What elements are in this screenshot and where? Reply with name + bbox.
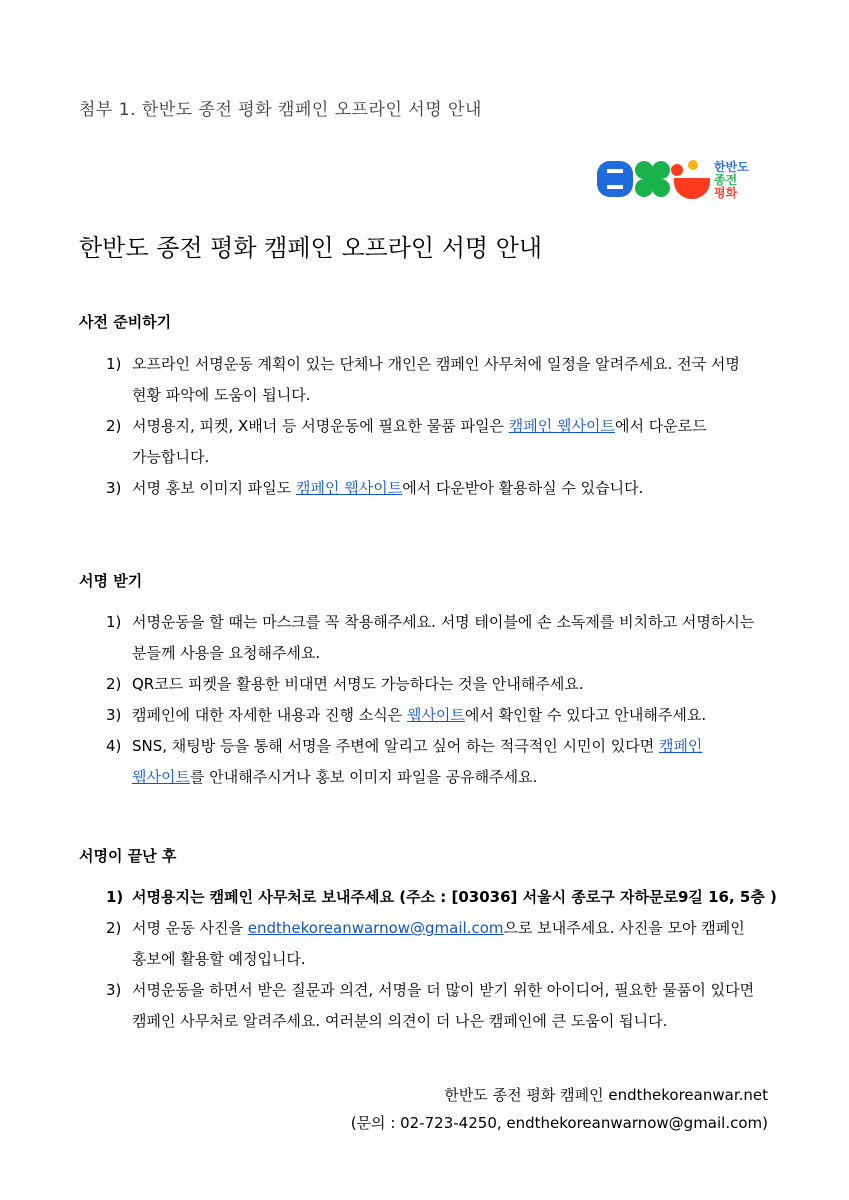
list-item-text: SNS, 채팅방 등을 통해 서명을 주변에 알리고 싶어 하는 적극적인 시민이 있다면 (132, 737, 659, 755)
after-list (79, 882, 779, 1037)
list-item-number: 3) (106, 981, 122, 999)
logo-blue-block (597, 161, 633, 197)
section-heading-after: 서명이 끝난 후 (79, 847, 177, 865)
list-item-number: 4) (106, 737, 122, 755)
list-item (79, 882, 779, 913)
list-item-text: 으로 보내주세요. 사진을 모아 캠페인 (503, 919, 745, 937)
website-link[interactable]: 캠페인 (658, 737, 703, 755)
logo-orange-dot (688, 160, 698, 170)
attachment-note: 첨부 1. 한반도 종전 평화 캠페인 오프라인 서명 안내 (79, 100, 482, 120)
footer-contact-line: (문의 : 02-723-4250, endthekoreanwarnow@gmail.com) (350, 1114, 768, 1132)
list-item-text: 홍보에 활용할 예정입니다. (132, 950, 306, 968)
logo-wordmark (714, 161, 754, 200)
list-item-number: 3) (106, 479, 122, 497)
list-item (79, 975, 779, 1037)
list-item-text: 에서 다운로드 (614, 417, 707, 435)
footer-campaign-line: 한반도 종전 평화 캠페인 endthekoreanwar.net (444, 1086, 768, 1104)
logo-red-dot (671, 164, 683, 176)
website-link[interactable]: 캠페인 웹사이트 (295, 479, 403, 497)
preparation-list (79, 349, 779, 504)
list-item-text: 서명 운동 사진을 (132, 919, 248, 937)
list-item-number: 2) (106, 675, 122, 693)
list-item-number: 1) (106, 613, 122, 631)
list-item-text: 캠페인 사무처로 알려주세요. 여러분의 의견이 더 나은 캠페인에 큰 도움이 됩니다. (132, 1012, 668, 1030)
list-item-text: 분들께 사용을 요청해주세요. (132, 644, 321, 662)
list-item (79, 913, 779, 975)
list-item (79, 473, 779, 504)
list-item-text: 서명용지, 피켓, X배너 등 서명운동에 필요한 물품 파일은 (132, 417, 509, 435)
list-item-text: 에서 다운받아 활용하실 수 있습니다. (402, 479, 644, 497)
logo-line-3: 평화 (714, 186, 738, 200)
list-item (79, 607, 779, 669)
list-item (79, 411, 779, 473)
list-item-number: 2) (106, 417, 122, 435)
logo-green-flower (635, 161, 670, 197)
website-link[interactable]: 웹사이트 (132, 768, 190, 786)
logo-line-1: 한반도 (714, 160, 749, 174)
document-title: 한반도 종전 평화 캠페인 오프라인 서명 안내 (79, 234, 543, 262)
list-item-text: 서명운동을 할 때는 마스크를 꼭 착용해주세요. 서명 테이블에 손 소독제를 비치하고 서명하시는 (132, 613, 755, 631)
list-item-text: QR코드 피켓을 활용한 비대면 서명도 가능하다는 것을 안내해주세요. (132, 675, 584, 693)
list-item-text: 에서 확인할 수 있다고 안내해주세요. (464, 706, 707, 724)
list-item-text: 를 안내해주시거나 홍보 이미지 파일을 공유해주세요. (189, 768, 538, 786)
list-item-text: 서명 홍보 이미지 파일도 (132, 479, 296, 497)
list-item-number: 2) (106, 919, 122, 937)
list-item-number: 1) (106, 888, 124, 906)
logo-line-2: 종전 (714, 173, 738, 187)
collecting-list (79, 607, 779, 793)
list-item (79, 669, 779, 700)
list-item-text: 캠페인에 대한 자세한 내용과 진행 소식은 (132, 706, 407, 724)
list-item-text: 현황 파악에 도움이 됩니다. (132, 386, 311, 404)
section-heading-collecting: 서명 받기 (79, 572, 143, 590)
list-item (79, 700, 779, 731)
website-link[interactable]: 웹사이트 (406, 706, 465, 724)
website-link[interactable]: endthekoreanwarnow@gmail.com (247, 919, 504, 937)
list-item-number: 1) (106, 355, 122, 373)
list-item-text: 서명용지는 캠페인 사무처로 보내주세요 (주소 : [03036] 서울시 종로구 자하문로9길 16, 5층 ) (132, 888, 777, 906)
list-item (79, 349, 779, 411)
website-link[interactable]: 캠페인 웹사이트 (508, 417, 615, 435)
section-heading-preparation: 사전 준비하기 (79, 313, 172, 331)
list-item-text: 서명운동을 하면서 받은 질문과 의견, 서명을 더 많이 받기 위한 아이디어, 필요한 물품이 있다면 (132, 981, 755, 999)
logo-red-smile (674, 178, 710, 199)
list-item-text: 오프라인 서명운동 계획이 있는 단체나 개인은 캠페인 사무처에 일정을 알려주세요. 전국 서명 (132, 355, 740, 373)
list-item-text: 가능합니다. (132, 448, 210, 466)
list-item-number: 3) (106, 706, 122, 724)
list-item (79, 731, 779, 793)
